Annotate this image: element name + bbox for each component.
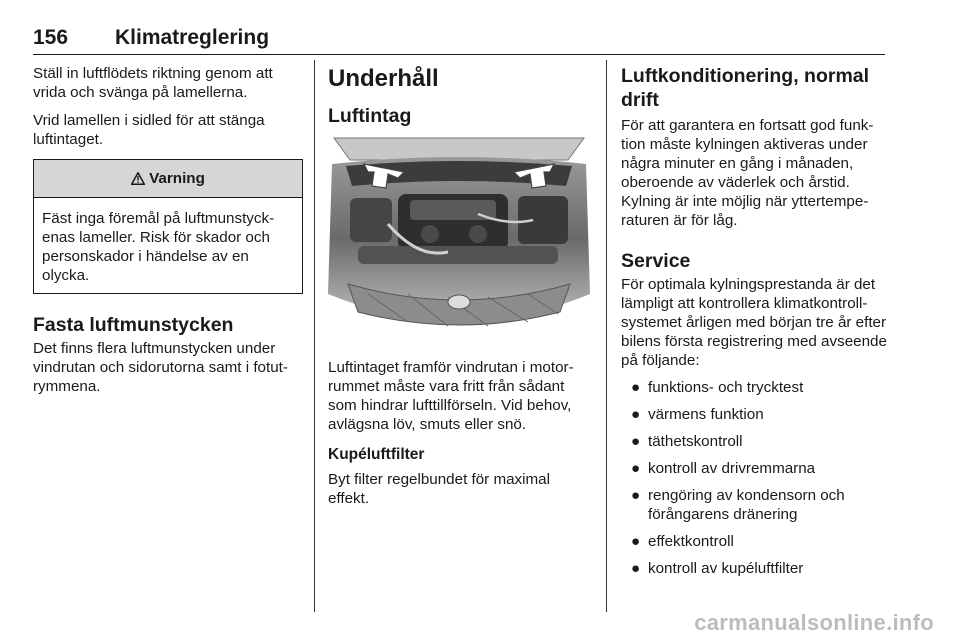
paragraph-ac-normal-operation: För att garantera en fortsatt god funk-tion måste kylningen aktiveras under några minuter en gång i månaden, oberoende av väderlek och årstid. Kylning är inte möjlig när yttertempe-raturen är för låg. [621,117,874,229]
list-item: ● kontroll av drivremmarna [631,460,816,477]
heading-maintenance: Underhåll [328,65,439,92]
bullet-icon: ● [631,533,641,550]
warning-title: Varning [149,170,205,187]
paragraph-cabin-filter: Byt filter regelbundet för maximal effekt. [328,471,550,507]
list-item: ● kontroll av kupéluftfilter [631,560,804,577]
heading-ac-normal-operation: Luftkonditionering, normal drift [621,65,870,111]
paragraph-close-vent: Vrid lamellen i sidled för att stänga luftintaget. [33,112,265,148]
bullet-icon: ● [631,460,641,477]
column-middle [328,64,590,508]
column-divider-1 [314,60,315,612]
heading-air-intake: Luftintag [328,105,412,127]
page-title: Klimatreglering [115,26,270,49]
warning-header [34,160,302,198]
column-left [33,64,303,396]
page-number: 156 [33,26,69,49]
warning-text: Fäst inga föremål på luftmunstyck-enas lameller. Risk för skador och personskador i händelse av en olycka. [42,210,275,284]
column-right [621,64,887,578]
heading-cabin-filter: Kupéluftfilter [328,446,425,463]
list-item: ● effektkontroll [631,533,734,550]
warning-box [33,159,303,294]
list-item: ● funktions- och trycktest [631,379,804,396]
bullet-icon: ● [631,487,641,504]
warning-triangle-icon [131,162,145,199]
heading-service: Service [621,250,691,272]
column-divider-2 [606,60,607,612]
paragraph-adjust-direction: Ställ in luftflödets riktning genom att vrida och svänga på lamellerna. [33,65,273,101]
bullet-icon: ● [631,379,641,396]
service-list [621,378,887,578]
bullet-icon: ● [631,406,641,423]
page-header [33,24,885,55]
bullet-icon: ● [631,560,641,577]
list-item: ● värmens funktion [631,406,764,423]
heading-fixed-vents: Fasta luftmunstycken [33,314,234,336]
list-item: ● rengöring av kondensorn och förångarens dränering [631,487,845,523]
list-item: ● täthetskontroll [631,433,743,450]
paragraph-service: För optimala kylningsprestanda är det lämpligt att kontrollera klimatkontroll-systemet årligen med början tre år efter bilens första registrering med avseende på följande: [621,276,887,369]
watermark: carmanualsonline.info [694,610,934,635]
caption-air-intake: Luftintaget framför vindrutan i motor-rummet måste vara fritt från sådant som hindrar lufttillförseln. Vid behov, avlägsna löv, smuts eller snö. [328,359,574,433]
engine-bay-image [328,134,590,348]
paragraph-fixed-vents: Det finns flera luftmunstycken under vindrutan och sidorutorna samt i fotut-rymmena. [33,340,288,395]
bullet-icon: ● [631,433,641,450]
